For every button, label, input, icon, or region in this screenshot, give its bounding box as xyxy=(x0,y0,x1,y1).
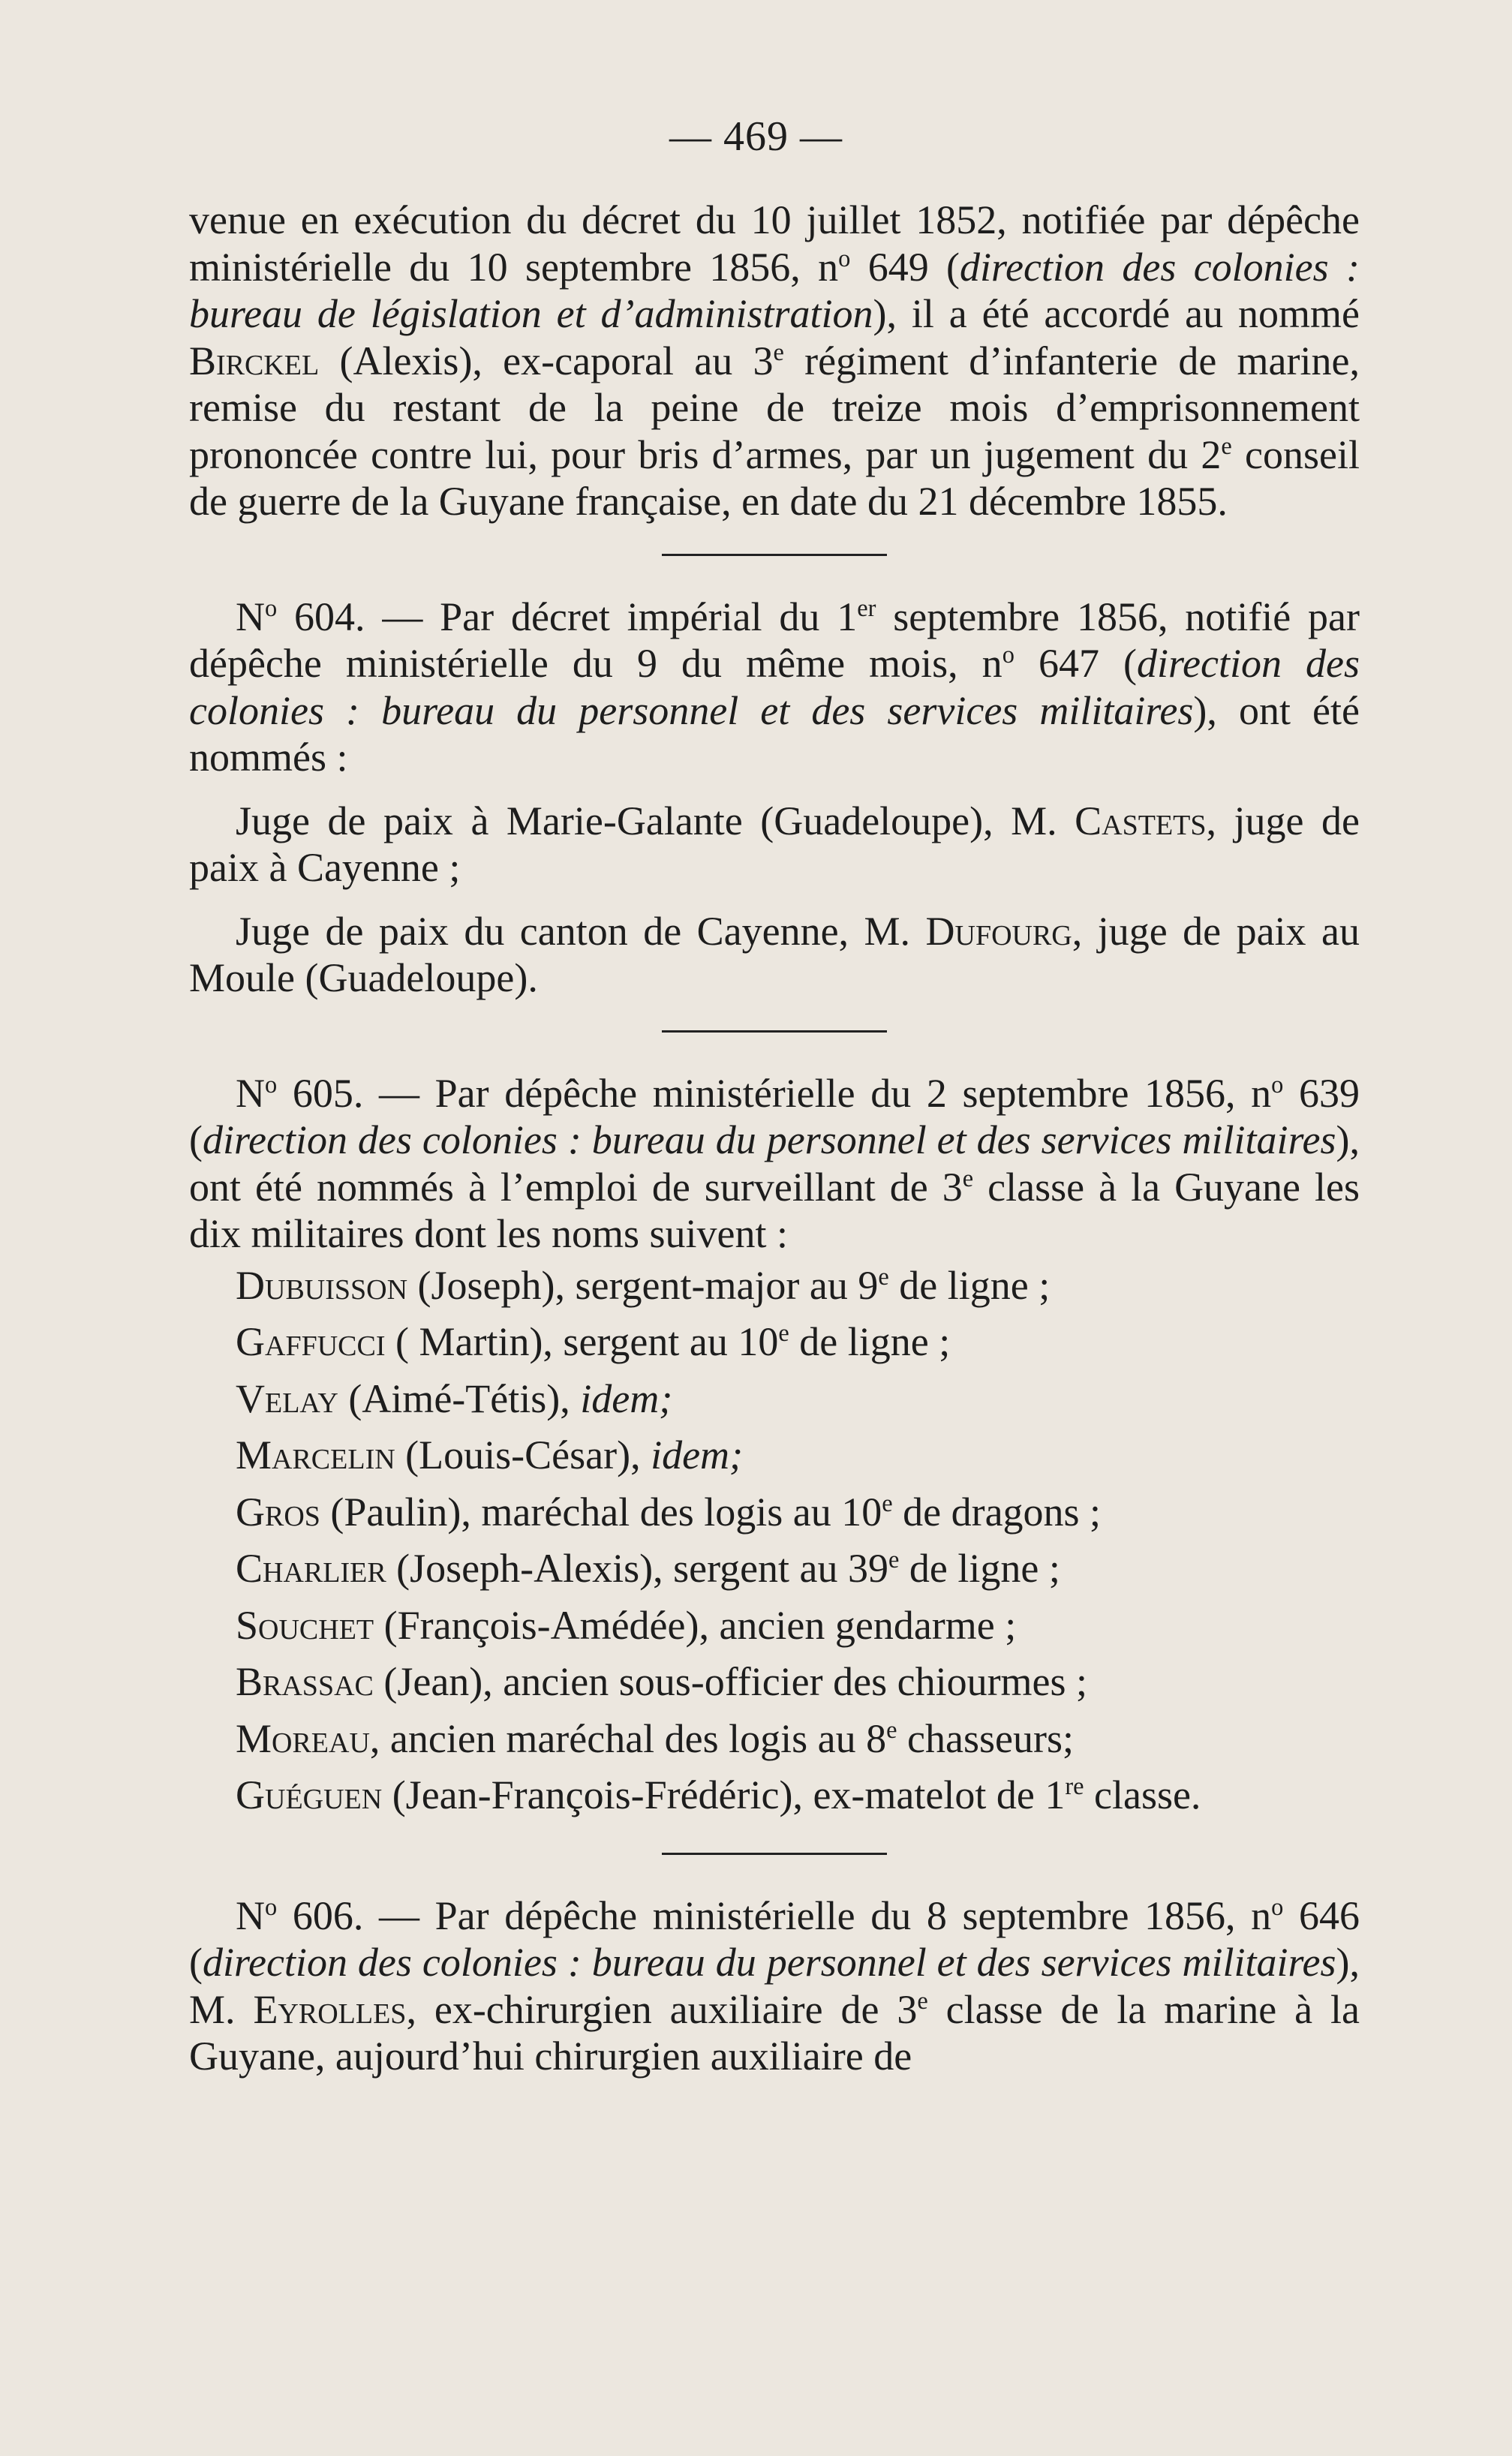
list-item: Velay (Aimé-Tétis), idem; xyxy=(236,1375,673,1421)
list-item: Marcelin (Louis-César), idem; xyxy=(236,1432,744,1478)
list-item: Guéguen (Jean-François-Frédéric), ex-matelot de 1re classe. xyxy=(236,1772,1201,1817)
appointee-list xyxy=(189,1258,1360,1824)
list-item: Dubuisson (Joseph), sergent-major au 9e de ligne ; xyxy=(236,1262,1051,1308)
list-item: Moreau, ancien maréchal des logis au 8e chasseurs; xyxy=(236,1715,1074,1761)
page-body xyxy=(189,197,1360,2080)
person-name: Birckel xyxy=(189,338,320,383)
section-divider xyxy=(662,554,887,556)
list-item: Gaffucci ( Martin), sergent au 10e de ligne ; xyxy=(236,1319,951,1364)
paragraph-606: $N^o$ 606. — Par dépêche ministérielle du 8 septembre 1856, $n^o$ 646 (direction des colonies : bureau du personnel et des services militaires), M. Eyrolles, ex-chirurgien auxiliaire de 3e classe de la marine à la Guyane, aujourd’hui chirurgien auxiliaire de xyxy=(189,1892,1360,2079)
paragraph-castets: Juge de paix à Marie-Galante (Guadeloupe), M. Castets, juge de paix à Cayenne ; xyxy=(189,798,1360,890)
list-item: Gros (Paulin), maréchal des logis au 10e de dragons ; xyxy=(236,1489,1102,1535)
page-number: — 469 — xyxy=(669,113,843,160)
person-name: Dufourg xyxy=(925,908,1072,954)
paragraph-dufourg: Juge de paix du canton de Cayenne, M. Dufourg, juge de paix au Moule (Guadeloupe). xyxy=(189,908,1360,1000)
person-name: Castets xyxy=(1075,798,1207,843)
person-name: Eyrolles xyxy=(253,1986,407,2032)
section-divider xyxy=(662,1853,887,1855)
paragraph-continuation: venue en exécution du décret du 10 juillet 1852, notifiée par dépêche ministérielle du 10 septembre 1856, $n^o$ 649 (direction des colonies : bureau de législation et d’administration), il a été accordé au nommé Birckel (Alexis), ex-caporal au 3e régiment d’infanterie de marine, remise du restant de la peine de treize mois d’emprisonnement prononcée contre lui, pour bris d’armes, par un jugement du 2e conseil de guerre de la Guyane française, en date du 21 décembre 1855. xyxy=(189,197,1360,524)
paragraph-605: $N^o$ 605. — Par dépêche ministérielle du 2 septembre 1856, $n^o$ 639 (direction des colonies : bureau du personnel et des services militaires), ont été nommés à l’emploi de surveillant de 3e classe à la Guyane les dix militaires dont les noms suivent : xyxy=(189,1070,1360,1256)
list-item: Brassac (Jean), ancien sous-officier des chiourmes ; xyxy=(236,1659,1088,1704)
list-item: Souchet (François-Amédée), ancien gendarme ; xyxy=(236,1602,1017,1648)
list-item: Charlier (Joseph-Alexis), sergent au 39e de ligne ; xyxy=(236,1546,1060,1591)
paragraph-604: $N^o$ 604. — Par décret impérial du 1er septembre 1856, notifié par dépêche ministérielle du 9 du même mois, $n^o$ 647 (direction des colonies : bureau du personnel et des services militaires), ont été nommés : xyxy=(189,594,1360,780)
section-divider xyxy=(662,1030,887,1033)
